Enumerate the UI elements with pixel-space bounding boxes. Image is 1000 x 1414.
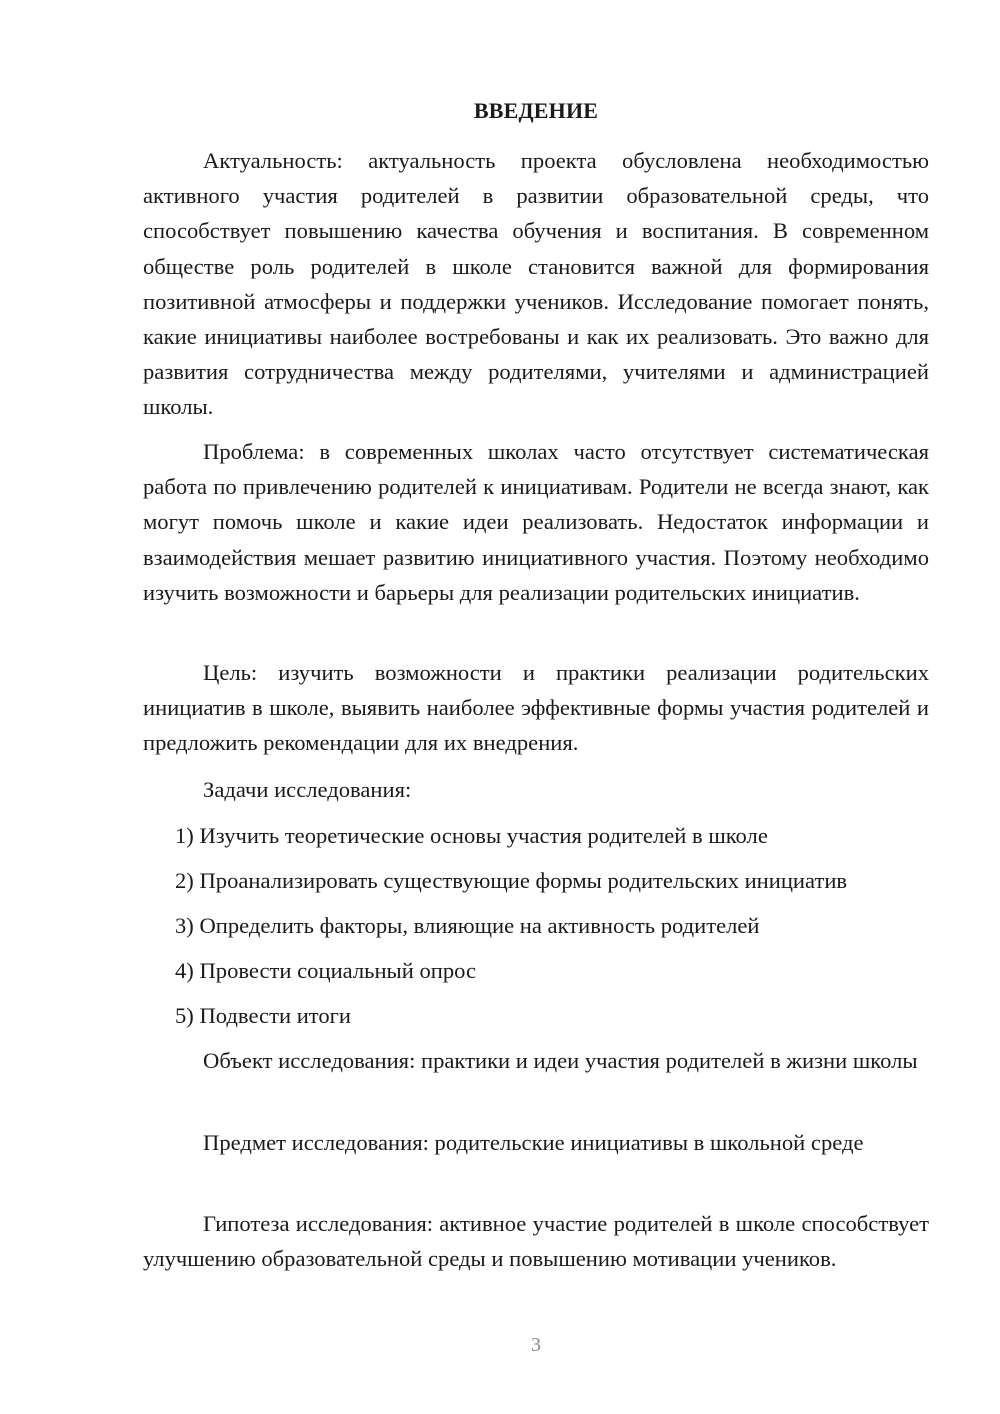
task-item: 4) Провести социальный опрос bbox=[175, 958, 477, 983]
task-item: 5) Подвести итоги bbox=[175, 1003, 352, 1028]
paragraph-goal: Цель: изучить возможности и практики реализации родительских инициатив в школе, выявить наиболее эффективные формы участия родителей и предложить рекомендации для их внедрения. bbox=[143, 660, 929, 756]
task-item: 1) Изучить теоретические основы участия родителей в школе bbox=[175, 823, 768, 848]
tasks-heading: Задачи исследования: bbox=[203, 777, 412, 802]
section-title: ВВЕДЕНИЕ bbox=[473, 98, 599, 123]
paragraph-relevance: Актуальность: актуальность проекта обусловлена необходимостью активного участия родителей в развитии образовательной среды, что способствует повышению качества обучения и воспитания. В современном обществе роль родителей в школе становится важной для формирования позитивной атмосферы и поддержки учеников. Исследование помогает понять, какие инициативы наиболее востребованы и как их реализовать. Это важно для развития сотрудничества между родителями, учителями и администрацией школы. bbox=[143, 148, 929, 420]
task-item: 3) Определить факторы, влияющие на активность родителей bbox=[175, 913, 760, 938]
paragraph-hypothesis: Гипотеза исследования: активное участие родителей в школе способствует улучшению образовательной среды и повышению мотивации учеников. bbox=[143, 1211, 929, 1272]
paragraph-problem: Проблема: в современных школах часто отсутствует систематическая работа по привлечению родителей к инициативам. Родители не всегда знают, как могут помочь школе и какие идеи реализовать. Недостаток информации и взаимодействия мешает развитию инициативного участия. Поэтому необходимо изучить возможности и барьеры для реализации родительских инициатив. bbox=[143, 439, 929, 605]
task-item: 2) Проанализировать существующие формы родительских инициатив bbox=[175, 868, 848, 893]
paragraph-object: Объект исследования: практики и идеи участия родителей в жизни школы bbox=[203, 1048, 918, 1073]
page-number: 3 bbox=[531, 1334, 541, 1356]
paragraph-subject: Предмет исследования: родительские инициативы в школьной среде bbox=[203, 1130, 864, 1155]
